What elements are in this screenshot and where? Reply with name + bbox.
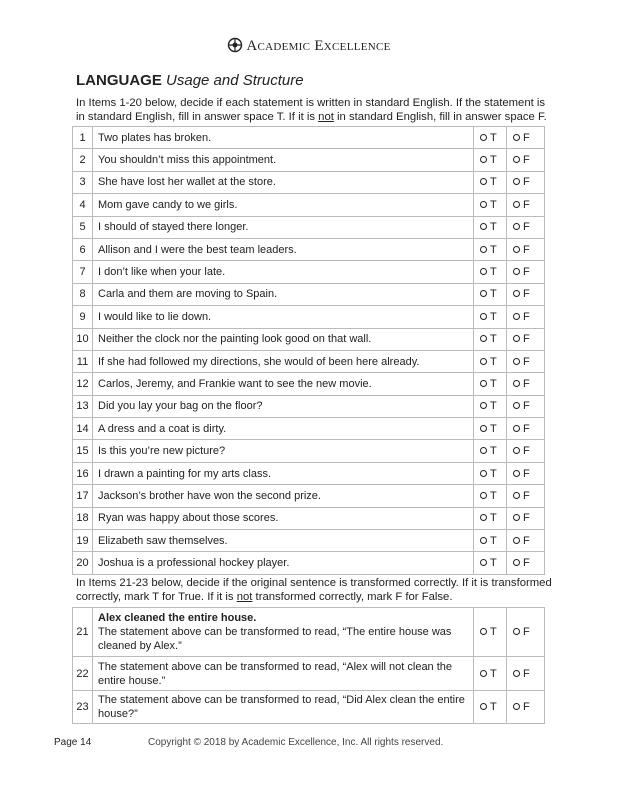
option-false[interactable]: [507, 194, 545, 216]
radio-circle-icon[interactable]: [480, 703, 487, 710]
title-italic: Usage and Structure: [166, 72, 304, 89]
item-text: If she had followed my directions, she would of been here already.: [93, 350, 474, 372]
item-text: The statement above can be transformed to read, “Did Alex clean the entire house?”: [98, 694, 465, 720]
item-number: 4: [73, 194, 93, 216]
radio-circle-icon[interactable]: [480, 447, 487, 454]
option-false[interactable]: [507, 350, 545, 372]
item-row: [73, 507, 545, 529]
item-number: 20: [73, 552, 93, 574]
item-number: 6: [73, 238, 93, 260]
radio-circle-icon[interactable]: [480, 628, 487, 635]
option-false[interactable]: [507, 552, 545, 574]
option-false[interactable]: [507, 238, 545, 260]
item-text: Mom gave candy to we girls.: [93, 194, 474, 216]
option-true[interactable]: [474, 507, 507, 529]
radio-circle-icon[interactable]: [480, 537, 487, 544]
item-text: Did you lay your bag on the floor?: [93, 395, 474, 417]
item-text: Elizabeth saw themselves.: [93, 530, 474, 552]
option-true[interactable]: [474, 171, 507, 193]
option-false[interactable]: [507, 283, 545, 305]
radio-circle-icon[interactable]: [480, 670, 487, 677]
item-row: [73, 149, 545, 171]
option-label: T: [490, 626, 497, 638]
item-row: [73, 306, 545, 328]
item-number: 10: [73, 328, 93, 350]
option-label: T: [490, 355, 497, 368]
item-text: Neither the clock nor the painting look good on that wall.: [93, 328, 474, 350]
option-false[interactable]: [507, 608, 545, 657]
item-row: [73, 691, 545, 724]
item-row: [73, 462, 545, 484]
option-label: T: [490, 198, 497, 211]
option-label: T: [490, 489, 497, 502]
radio-circle-icon[interactable]: [480, 514, 487, 521]
option-false[interactable]: [507, 440, 545, 462]
item-text: She have lost her wallet at the store.: [93, 171, 474, 193]
instr-underlined: not: [236, 590, 253, 603]
option-true[interactable]: [474, 418, 507, 440]
option-label: F: [523, 131, 530, 144]
item-row: [73, 350, 545, 372]
option-label: T: [490, 377, 497, 390]
option-label: T: [490, 557, 497, 570]
option-label: F: [523, 310, 530, 323]
option-false[interactable]: [507, 127, 545, 149]
option-label: F: [523, 400, 530, 413]
option-label: F: [523, 176, 530, 189]
item-number: 3: [73, 171, 93, 193]
title-bold: LANGUAGE: [76, 72, 162, 89]
item-row: [73, 261, 545, 283]
item-number: 7: [73, 261, 93, 283]
item-row: [73, 127, 545, 149]
option-label: F: [523, 355, 530, 368]
item-row: [73, 657, 545, 691]
option-label: T: [490, 243, 497, 256]
option-label: F: [523, 333, 530, 346]
item-row: [73, 328, 545, 350]
radio-circle-icon[interactable]: [513, 313, 520, 320]
instr-text: transformed correctly, mark F for False.: [252, 590, 453, 603]
radio-circle-icon[interactable]: [513, 425, 520, 432]
logo: [0, 37, 618, 55]
option-label: F: [523, 489, 530, 502]
item-row: [73, 530, 545, 552]
radio-circle-icon[interactable]: [480, 470, 487, 477]
radio-circle-icon[interactable]: [513, 335, 520, 342]
item-row: [73, 440, 545, 462]
item-number: 1: [73, 127, 93, 149]
option-true[interactable]: [474, 485, 507, 507]
option-label: F: [523, 626, 530, 638]
radio-circle-icon[interactable]: [513, 470, 520, 477]
radio-circle-icon[interactable]: [513, 514, 520, 521]
option-label: T: [490, 154, 497, 167]
page-number: Page 14: [54, 737, 92, 748]
option-label: T: [490, 400, 497, 413]
item-text: Is this you’re new picture?: [93, 440, 474, 462]
radio-circle-icon[interactable]: [513, 223, 520, 230]
option-label: F: [523, 288, 530, 301]
item-row: [73, 194, 545, 216]
radio-circle-icon[interactable]: [513, 156, 520, 163]
option-label: F: [523, 154, 530, 167]
option-label: F: [523, 701, 530, 713]
option-true[interactable]: [474, 149, 507, 171]
radio-circle-icon[interactable]: [513, 178, 520, 185]
option-label: T: [490, 131, 497, 144]
instr-underlined: not: [318, 110, 334, 123]
item-row: [73, 216, 545, 238]
option-label: F: [523, 467, 530, 480]
item-row: [73, 395, 545, 417]
option-label: T: [490, 176, 497, 189]
item-row: [73, 418, 545, 440]
item-row: [73, 238, 545, 260]
option-true[interactable]: [474, 283, 507, 305]
radio-circle-icon[interactable]: [480, 246, 487, 253]
option-true[interactable]: [474, 691, 507, 724]
option-label: F: [523, 243, 530, 256]
option-true[interactable]: [474, 350, 507, 372]
items-table-1: [72, 126, 545, 575]
option-false[interactable]: [507, 373, 545, 395]
option-true[interactable]: [474, 261, 507, 283]
option-label: T: [490, 667, 497, 680]
item-number: 12: [73, 373, 93, 395]
item-text: You shouldn’t miss this appointment.: [93, 149, 474, 171]
option-label: T: [490, 467, 497, 480]
item-number: 23: [73, 691, 93, 724]
option-true[interactable]: [474, 238, 507, 260]
copyright: Copyright © 2018 by Academic Excellence, Inc. All rights reserved.: [148, 737, 444, 748]
radio-circle-icon[interactable]: [480, 402, 487, 409]
radio-circle-icon[interactable]: [513, 134, 520, 141]
item-text: Two plates has broken.: [93, 127, 474, 149]
option-false[interactable]: [507, 216, 545, 238]
instr-text: In Items 1-20 below, decide if each statement is written in standard English. If the statement is in standard English, fill in answer space T. If it is: [76, 97, 546, 123]
option-label: F: [523, 557, 530, 570]
radio-circle-icon[interactable]: [480, 425, 487, 432]
option-false[interactable]: [507, 462, 545, 484]
item-number: 18: [73, 507, 93, 529]
item-text: The statement above can be transformed to read, “Alex will not clean the entire house.”: [98, 660, 453, 687]
option-true[interactable]: [474, 127, 507, 149]
radio-circle-icon[interactable]: [480, 335, 487, 342]
radio-circle-icon[interactable]: [480, 559, 487, 566]
option-false[interactable]: [507, 328, 545, 350]
option-label: T: [490, 512, 497, 525]
radio-circle-icon[interactable]: [513, 290, 520, 297]
radio-circle-icon[interactable]: [513, 402, 520, 409]
option-label: F: [523, 266, 530, 279]
radio-circle-icon[interactable]: [480, 380, 487, 387]
item-text: Ryan was happy about those scores.: [93, 507, 474, 529]
radio-circle-icon[interactable]: [480, 223, 487, 230]
radio-circle-icon[interactable]: [513, 559, 520, 566]
item-text: I should of stayed there longer.: [93, 216, 474, 238]
item-number: 19: [73, 530, 93, 552]
section-title: [76, 72, 304, 89]
radio-circle-icon[interactable]: [513, 537, 520, 544]
option-true[interactable]: [474, 530, 507, 552]
option-label: F: [523, 445, 530, 458]
radio-circle-icon[interactable]: [480, 134, 487, 141]
item-row: [73, 485, 545, 507]
item-number: 17: [73, 485, 93, 507]
item-text: Joshua is a professional hockey player.: [93, 552, 474, 574]
option-false[interactable]: [507, 657, 545, 691]
item-text: Allison and I were the best team leaders.: [93, 238, 474, 260]
option-true[interactable]: [474, 328, 507, 350]
item-number: 5: [73, 216, 93, 238]
instructions-1: [76, 97, 554, 124]
radio-circle-icon[interactable]: [480, 290, 487, 297]
option-true[interactable]: [474, 440, 507, 462]
option-label: T: [490, 445, 497, 458]
radio-circle-icon[interactable]: [480, 268, 487, 275]
option-false[interactable]: [507, 261, 545, 283]
radio-circle-icon[interactable]: [513, 380, 520, 387]
option-true[interactable]: [474, 373, 507, 395]
option-label: T: [490, 333, 497, 346]
item-number: 22: [73, 657, 93, 691]
radio-circle-icon[interactable]: [480, 178, 487, 185]
option-false[interactable]: [507, 530, 545, 552]
logo-text: Academic Excellence: [246, 38, 391, 54]
option-label: T: [490, 310, 497, 323]
item-number: 9: [73, 306, 93, 328]
radio-circle-icon[interactable]: [513, 628, 520, 635]
option-label: F: [523, 221, 530, 234]
radio-circle-icon[interactable]: [513, 246, 520, 253]
radio-circle-icon[interactable]: [513, 492, 520, 499]
item-row: [73, 608, 545, 657]
item-row: [73, 373, 545, 395]
item-number: 13: [73, 395, 93, 417]
option-true[interactable]: [474, 216, 507, 238]
radio-circle-icon[interactable]: [513, 358, 520, 365]
radio-circle-icon[interactable]: [513, 703, 520, 710]
radio-circle-icon[interactable]: [480, 156, 487, 163]
option-label: T: [490, 534, 497, 547]
instr-text: In Items 21-23 below, decide if the original sentence is transformed correctly. If it is transformed correctly, mark T for True. If it is: [76, 577, 552, 603]
option-false[interactable]: [507, 306, 545, 328]
item-row: [73, 283, 545, 305]
option-true[interactable]: [474, 395, 507, 417]
option-true[interactable]: [474, 608, 507, 657]
option-true[interactable]: [474, 657, 507, 691]
radio-circle-icon[interactable]: [513, 670, 520, 677]
original-sentence: Alex cleaned the entire house.: [98, 612, 257, 624]
option-label: T: [490, 422, 497, 435]
radio-circle-icon[interactable]: [480, 492, 487, 499]
option-label: F: [523, 422, 530, 435]
item-text: Jackson’s brother have won the second prize.: [93, 485, 474, 507]
compass-logo-icon: [227, 37, 243, 53]
option-false[interactable]: [507, 171, 545, 193]
item-text: A dress and a coat is dirty.: [93, 418, 474, 440]
option-label: T: [490, 266, 497, 279]
item-number: 14: [73, 418, 93, 440]
option-false[interactable]: [507, 485, 545, 507]
option-label: F: [523, 198, 530, 211]
option-true[interactable]: [474, 552, 507, 574]
instr-text: in standard English, fill in answer space F.: [333, 110, 547, 123]
radio-circle-icon[interactable]: [480, 313, 487, 320]
option-label: F: [523, 667, 530, 680]
option-true[interactable]: [474, 462, 507, 484]
item-row: [73, 171, 545, 193]
option-label: T: [490, 221, 497, 234]
option-label: F: [523, 512, 530, 525]
option-true[interactable]: [474, 306, 507, 328]
item-text: I don’t like when your late.: [93, 261, 474, 283]
item-number: 11: [73, 350, 93, 372]
radio-circle-icon[interactable]: [513, 268, 520, 275]
item-number: 15: [73, 440, 93, 462]
option-false[interactable]: [507, 149, 545, 171]
option-label: T: [490, 701, 497, 713]
item-number: 16: [73, 462, 93, 484]
option-label: T: [490, 288, 497, 301]
radio-circle-icon[interactable]: [513, 447, 520, 454]
radio-circle-icon[interactable]: [480, 358, 487, 365]
item-text: I drawn a painting for my arts class.: [93, 462, 474, 484]
item-number: 2: [73, 149, 93, 171]
option-label: F: [523, 534, 530, 547]
option-label: F: [523, 377, 530, 390]
item-text: I would like to lie down.: [93, 306, 474, 328]
option-false[interactable]: [507, 418, 545, 440]
option-false[interactable]: [507, 507, 545, 529]
option-false[interactable]: [507, 691, 545, 724]
radio-circle-icon[interactable]: [513, 201, 520, 208]
option-true[interactable]: [474, 194, 507, 216]
item-number: 21: [73, 608, 93, 657]
items-table-2: [72, 607, 545, 724]
item-text: Carla and them are moving to Spain.: [93, 283, 474, 305]
item-text: The statement above can be transformed to read, “The entire house was cleaned by Alex.”: [98, 626, 452, 652]
instructions-2: [76, 577, 554, 604]
item-text: Carlos, Jeremy, and Frankie want to see the new movie.: [93, 373, 474, 395]
option-false[interactable]: [507, 395, 545, 417]
item-number: 8: [73, 283, 93, 305]
radio-circle-icon[interactable]: [480, 201, 487, 208]
item-row: [73, 552, 545, 574]
